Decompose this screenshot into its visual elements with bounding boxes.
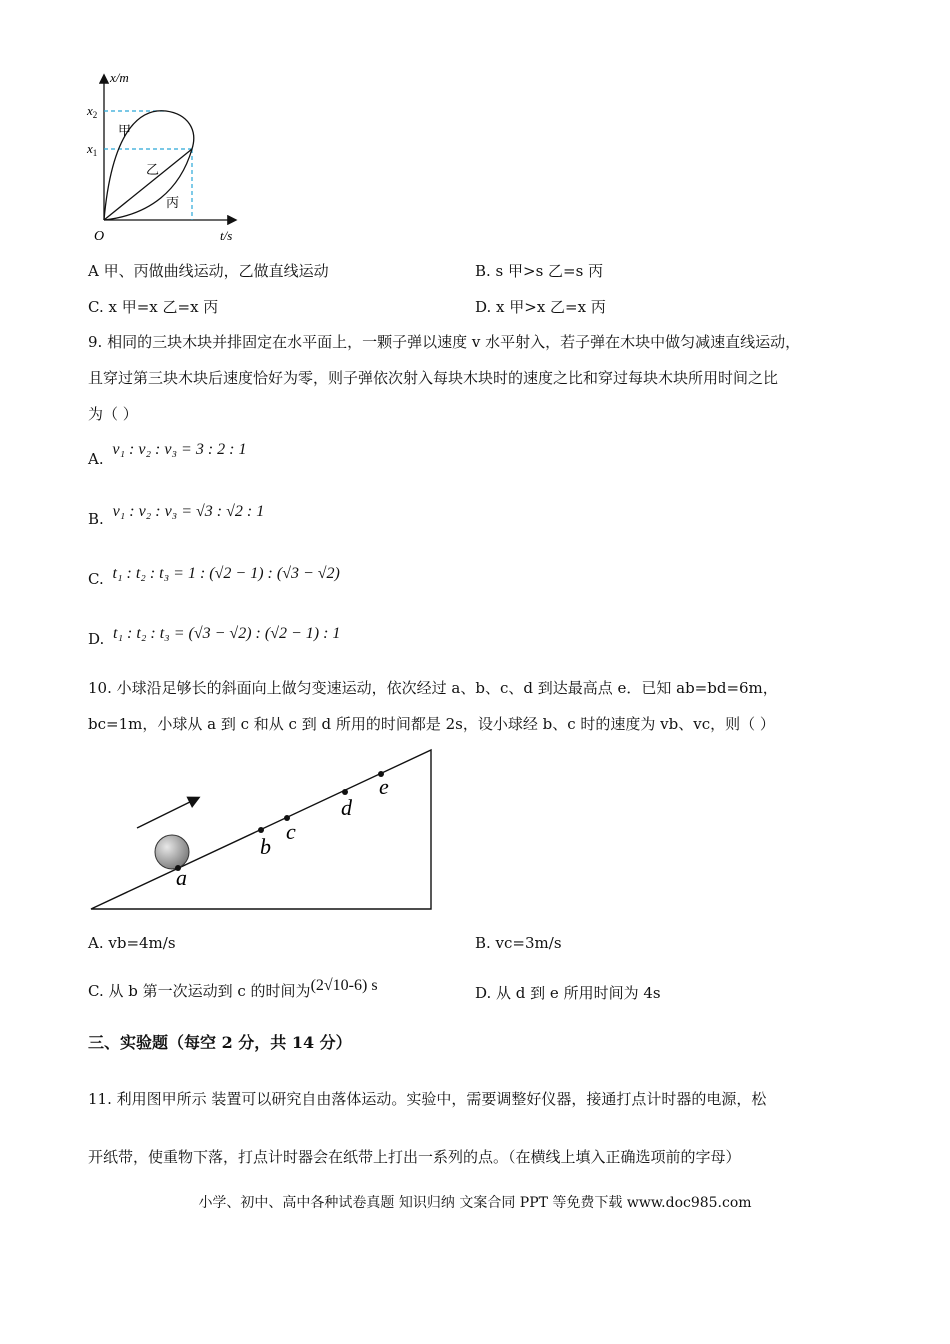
q10-option-b: B. vc=3m/s bbox=[475, 934, 562, 952]
q9-option-a-label: A. bbox=[88, 450, 104, 468]
curve-jia-label: 甲 bbox=[118, 123, 132, 138]
q9-stem bbox=[88, 324, 868, 432]
q11-line2: 开纸带，使重物下落，打点计时器会在纸带上打出一系列的点。（在横线上填入正确选项前的字母） bbox=[88, 1148, 741, 1166]
q8-option-a: A 甲、丙做曲线运动，乙做直线运动 bbox=[88, 262, 329, 280]
motion-arrow bbox=[137, 798, 198, 828]
q9-stem-line2: 且穿过第三块木块后速度恰好为零，则子弹依次射入每块木块时的速度之比和穿过每块木块所用时间之比 bbox=[88, 369, 779, 387]
q9-option-a-math: v₁ : v₂ : v₃ = 3 : 2 : 1 bbox=[112, 441, 247, 458]
q10-option-a: A. vb=4m/s bbox=[88, 934, 176, 952]
q8-option-b: B. s 甲>s 乙=s 丙 bbox=[475, 262, 604, 280]
point-b-dot bbox=[258, 827, 264, 833]
xt-graph bbox=[80, 70, 250, 245]
point-d-label: d bbox=[341, 795, 352, 820]
q11-line1: 11. 利用图甲所示 装置可以研究自由落体运动。实验中，需要调整好仪器，接通打点计时器的电源，松 bbox=[88, 1090, 767, 1108]
q9-option-d-math: t₁ : t₂ : t₃ = (√3 − √2) : (√2 − 1) : 1 bbox=[113, 625, 341, 642]
q8-option-d: D. x 甲>x 乙=x 丙 bbox=[475, 298, 606, 316]
q9-option-b-label: B. bbox=[88, 510, 104, 528]
q11-stem bbox=[88, 1070, 868, 1186]
x1-label: $x_1$ bbox=[87, 141, 98, 158]
q10-option-c-text: C. 从 b 第一次运动到 c 的时间为 bbox=[88, 982, 311, 1000]
section-heading: 三、实验题（每空 2 分，共 14 分） bbox=[88, 1033, 352, 1052]
q9-option-a bbox=[88, 441, 247, 469]
ball bbox=[155, 835, 189, 869]
q9-stem-line3: 为（ ） bbox=[88, 405, 138, 423]
x2-label: $x_2$ bbox=[87, 103, 98, 120]
q10-stem-line1: 10. 小球沿足够长的斜面向上做匀变速运动，依次经过 a、b、c、d 到达最高点 e．已知 ab=bd=6m， bbox=[88, 679, 778, 697]
q9-option-c-label: C. bbox=[88, 570, 104, 588]
q10-stem-line2: bc=1m，小球从 a 到 c 和从 c 到 d 所用的时间都是 2s，设小球经 b、c 时的速度为 vb、vc，则（ ） bbox=[88, 715, 775, 733]
point-a-label: a bbox=[176, 865, 187, 890]
q10-option-d: D. 从 d 到 e 所用时间为 4s bbox=[475, 984, 661, 1002]
curve-bing-label: 丙 bbox=[166, 195, 180, 210]
q10-stem bbox=[88, 670, 868, 742]
y-axis-label: x/m bbox=[110, 70, 129, 85]
q10-option-c-math: (2√10-6) s bbox=[310, 977, 378, 994]
curve-yi-label: 乙 bbox=[146, 162, 160, 177]
q9-option-c-math: t₁ : t₂ : t₃ = 1 : (√2 − 1) : (√3 − √2) bbox=[112, 565, 340, 582]
q9-option-d bbox=[88, 625, 341, 649]
point-e-label: e bbox=[379, 774, 389, 799]
page-footer: 小学、初中、高中各种试卷真题 知识归纳 文案合同 PPT 等免费下载 www.doc985.com bbox=[198, 1195, 752, 1211]
q10-option-c bbox=[88, 977, 378, 1001]
q9-option-d-label: D. bbox=[88, 630, 105, 648]
q8-option-c: C. x 甲=x 乙=x 丙 bbox=[88, 298, 219, 316]
q9-option-c bbox=[88, 565, 340, 589]
point-c-label: c bbox=[286, 819, 296, 844]
q9-stem-line1: 9. 相同的三块木块并排固定在水平面上，一颗子弹以速度 v 水平射入，若子弹在木块中做匀减速直线运动， bbox=[88, 333, 801, 351]
incline-diagram bbox=[85, 742, 440, 917]
q9-option-b bbox=[88, 503, 265, 529]
q9-option-b-math: v₁ : v₂ : v₃ = √3 : √2 : 1 bbox=[112, 503, 265, 520]
origin-label: O bbox=[94, 229, 105, 244]
x-axis-label: t/s bbox=[220, 228, 233, 243]
point-b-label: b bbox=[260, 834, 271, 859]
